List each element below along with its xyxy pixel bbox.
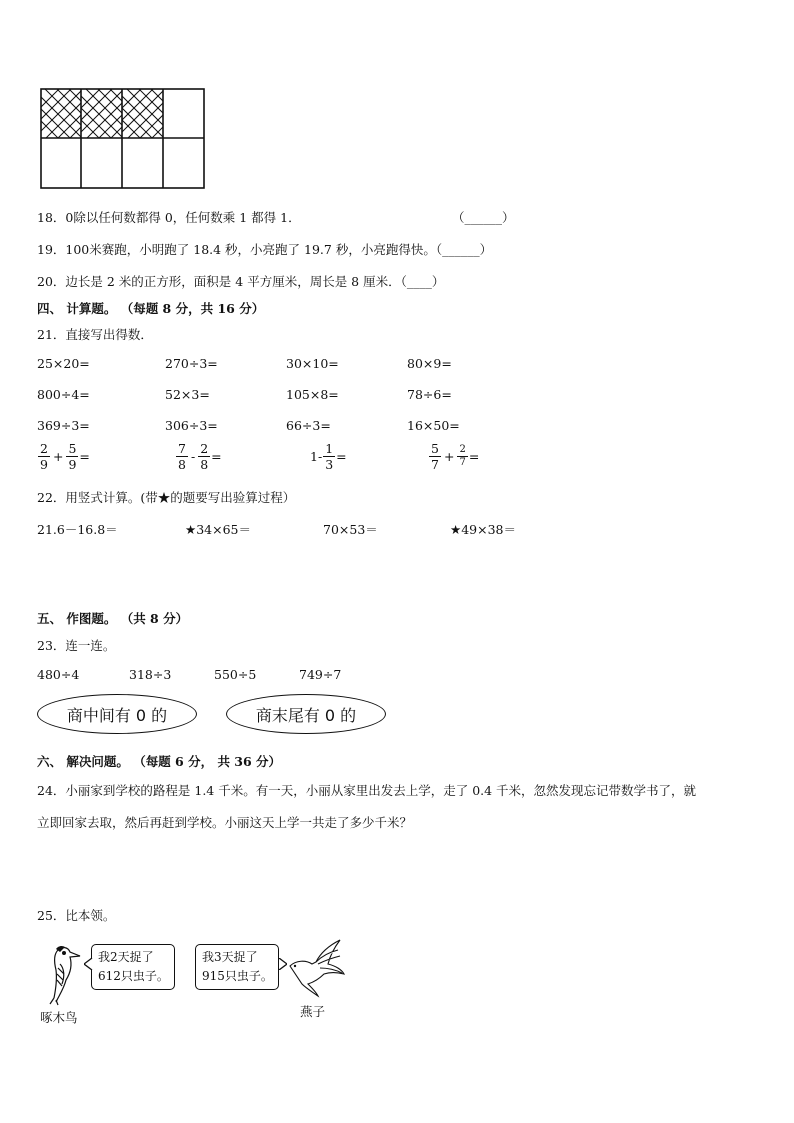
calc-item: 369÷3=: [37, 418, 90, 433]
speech-bubble-woodpecker: 我2天捉了 612只虫子。: [91, 944, 175, 990]
calc-item: 25×20=: [37, 356, 90, 371]
bubble-pointer: [84, 958, 94, 970]
division-item[interactable]: 480÷4: [37, 667, 80, 682]
division-item[interactable]: 550÷5: [214, 667, 257, 682]
calc-item: 270÷3=: [165, 356, 218, 371]
section-6-heading: 六、 解决问题。 （每题 6 分， 共 36 分）: [37, 754, 282, 769]
woodpecker-caption: 啄木鸟: [40, 1010, 78, 1025]
swallow-caption: 燕子: [300, 1004, 326, 1019]
vertical-calc-item: 21.6－16.8＝: [37, 522, 118, 537]
fraction-expression: 7 8 - $\frac{2}{8}$ =: [178, 441, 222, 473]
fraction-expression: 2 9 + $\frac{5}{9}$ =: [40, 441, 90, 473]
question-22-title: 22．用竖式计算。(带★的题要写出验算过程）: [37, 490, 296, 505]
section-4-heading: 四、 计算题。 （每题 8 分，共 16 分）: [37, 301, 265, 316]
question-24-line1: 24．小丽家到学校的路程是 1.4 千米。有一天，小丽从家里出发去上学，走了 0.4 千米，忽然发现忘记带数学书了，就: [37, 783, 697, 798]
division-item[interactable]: 749÷7: [299, 667, 342, 682]
calc-item: 78÷6=: [407, 387, 452, 402]
hatched-cell: [40, 88, 171, 148]
fraction-expression: 5 7 + $\frac{2}{7}$ =: [431, 441, 480, 473]
speech-bubble-swallow: 我3天捉了 915只虫子。: [195, 944, 279, 990]
calc-item: 105×8=: [286, 387, 339, 402]
calc-item: 52×3=: [165, 387, 210, 402]
woodpecker-illustration: [44, 944, 84, 1006]
hatched-cell: [80, 88, 206, 148]
calc-item: 800÷4=: [37, 387, 90, 402]
question-25-title: 25．比本领。: [37, 908, 116, 923]
question-20: 20．边长是 2 米的正方形，面积是 4 平方厘米，周长是 8 厘米．（____）: [37, 274, 445, 289]
category-ellipse[interactable]: 商中间有 0 的: [37, 694, 197, 734]
question-21-title: 21．直接写出得数．: [37, 327, 153, 342]
section-5-heading: 五、 作图题。 （共 8 分）: [37, 611, 189, 626]
calc-item: 80×9=: [407, 356, 452, 371]
answer-blank-18[interactable]: （______）: [452, 210, 515, 225]
vertical-calc-item: 70×53＝: [323, 522, 378, 537]
grid-figure: [40, 88, 206, 190]
question-18: 18．0除以任何数都得 0，任何数乘 1 都得 1．: [37, 210, 301, 225]
question-23-title: 23．连一连。: [37, 638, 116, 653]
calc-item: 306÷3=: [165, 418, 218, 433]
fraction-expression: 1- $\frac{1}{3}$ =: [310, 441, 347, 473]
question-19: 19．100米赛跑，小明跑了 18.4 秒，小亮跑了 19.7 秒，小亮跑得快。（______）: [37, 242, 493, 257]
calc-item: 16×50=: [407, 418, 460, 433]
calc-item: 66÷3=: [286, 418, 331, 433]
division-item[interactable]: 318÷3: [129, 667, 172, 682]
vertical-calc-item: ★49×38＝: [450, 522, 516, 537]
swallow-illustration: [286, 938, 346, 998]
vertical-calc-item: ★34×65＝: [185, 522, 251, 537]
calc-item: 30×10=: [286, 356, 339, 371]
question-24-line2: 立即回家去取，然后再赶到学校。小丽这天上学一共走了多少千米？: [37, 815, 413, 830]
category-ellipse[interactable]: 商末尾有 0 的: [226, 694, 386, 734]
